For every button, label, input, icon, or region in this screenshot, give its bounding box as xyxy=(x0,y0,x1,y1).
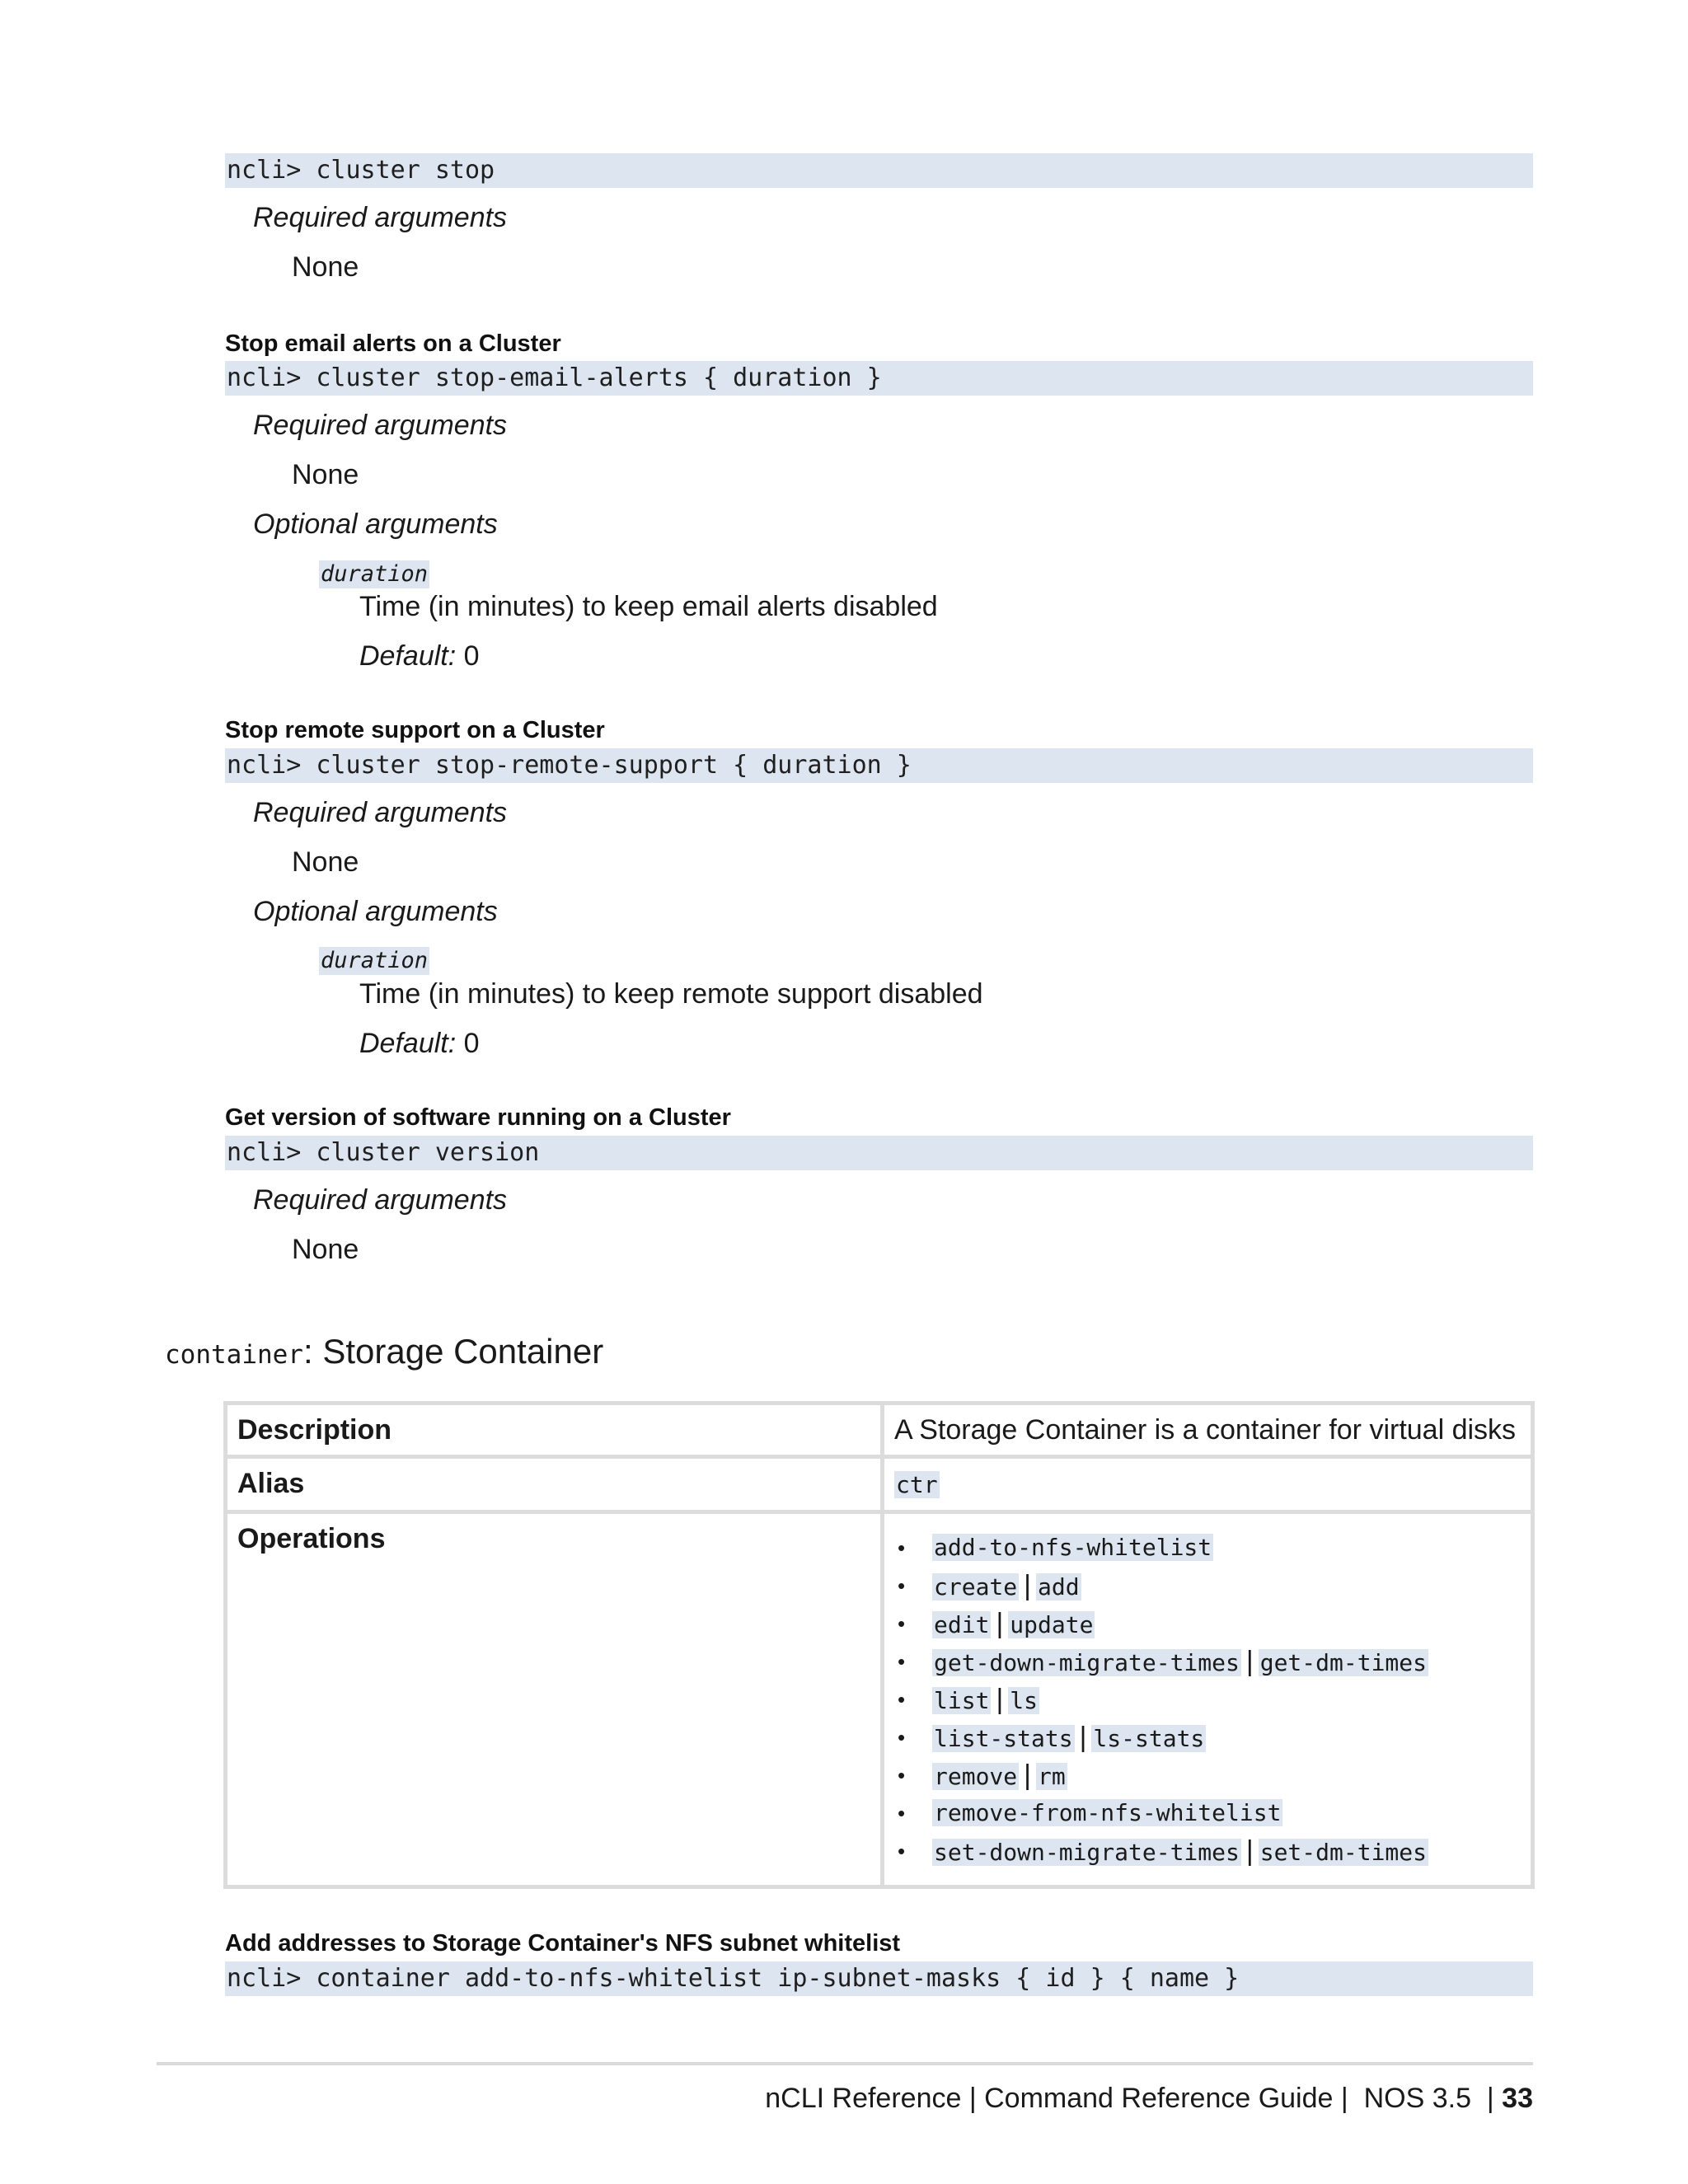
bullet-icon: • xyxy=(898,1535,906,1560)
footer-divider xyxy=(157,2062,1533,2065)
argument-description: Time (in minutes) to keep remote support disabled xyxy=(359,978,983,1010)
operations-cell xyxy=(883,1512,1533,1887)
description-label: Description xyxy=(226,1404,883,1457)
operations-label: Operations xyxy=(226,1512,883,1887)
required-arguments-label: Required arguments xyxy=(253,1184,508,1216)
required-arguments-label: Required arguments xyxy=(253,797,508,828)
alias-separator: | xyxy=(1079,1722,1087,1753)
operation-name: remove xyxy=(934,1763,1018,1790)
argument-default: Default: 0 xyxy=(359,1028,480,1059)
heading-stop-email-alerts: Stop email alerts on a Cluster xyxy=(225,330,561,357)
alias-separator: | xyxy=(1245,1835,1254,1867)
alias-cell xyxy=(883,1457,1533,1512)
required-arguments-value: None xyxy=(292,1234,359,1265)
optional-arguments-label: Optional arguments xyxy=(253,509,498,540)
command-cluster-stop: ncli> cluster stop xyxy=(225,153,1533,188)
bullet-icon: • xyxy=(898,1725,906,1750)
list-item xyxy=(894,1643,1521,1680)
operation-name: add-to-nfs-whitelist xyxy=(934,1534,1212,1561)
alias-label: Alias xyxy=(226,1457,883,1512)
required-arguments-label: Required arguments xyxy=(253,410,508,441)
list-item xyxy=(894,1567,1521,1605)
command-stop-remote-support: ncli> cluster stop-remote-support { duration } xyxy=(225,748,1533,783)
operation-alias: rm xyxy=(1038,1763,1066,1790)
operation-name: set-down-migrate-times xyxy=(934,1839,1240,1866)
operation-name: get-down-migrate-times xyxy=(934,1649,1240,1676)
operation-alias: ls xyxy=(1010,1687,1038,1714)
alias-separator: | xyxy=(996,1608,1004,1639)
alias-separator: | xyxy=(996,1684,1004,1715)
table-row xyxy=(226,1404,1533,1457)
bullet-icon: • xyxy=(898,1573,906,1598)
heading-add-to-nfs-whitelist: Add addresses to Storage Container's NFS subnet whitelist xyxy=(225,1930,901,1957)
command-add-to-nfs-whitelist: ncli> container add-to-nfs-whitelist ip-subnet-masks { id } { name } xyxy=(225,1961,1533,1996)
alias-separator: | xyxy=(1024,1760,1031,1791)
list-item xyxy=(894,1718,1521,1756)
alias-separator: | xyxy=(1245,1646,1254,1677)
argument-default: Default: 0 xyxy=(359,640,480,672)
operation-name: edit xyxy=(934,1611,990,1638)
required-arguments-value: None xyxy=(292,846,359,878)
list-item xyxy=(894,1529,1521,1567)
command-cluster-version: ncli> cluster version xyxy=(225,1136,1533,1170)
operation-alias: set-dm-times xyxy=(1259,1839,1428,1866)
list-item xyxy=(894,1605,1521,1643)
page-number: 33 xyxy=(1502,2083,1533,2114)
heading-cluster-version: Get version of software running on a Cluster xyxy=(225,1104,731,1131)
bullet-icon: • xyxy=(898,1611,906,1636)
bullet-icon: • xyxy=(898,1763,906,1788)
operation-alias: update xyxy=(1010,1611,1094,1638)
optional-arguments-label: Optional arguments xyxy=(253,896,498,927)
bullet-icon: • xyxy=(898,1839,906,1863)
bullet-icon: • xyxy=(898,1649,906,1674)
operation-alias: get-dm-times xyxy=(1259,1649,1428,1676)
alias-value: ctr xyxy=(896,1471,938,1498)
page-footer: nCLI Reference | Command Reference Guide | NOS 3.5 | 33 xyxy=(765,2083,1533,2114)
argument-name: duration xyxy=(321,561,429,587)
list-item xyxy=(894,1794,1521,1832)
list-item xyxy=(894,1680,1521,1718)
bullet-icon: • xyxy=(898,1801,906,1825)
required-arguments-label: Required arguments xyxy=(253,202,508,233)
alias-separator: | xyxy=(1024,1570,1031,1601)
list-item xyxy=(894,1832,1521,1870)
operation-name: list-stats xyxy=(934,1725,1073,1752)
required-arguments-value: None xyxy=(292,459,359,490)
operation-name: list xyxy=(934,1687,990,1714)
operation-name: remove-from-nfs-whitelist xyxy=(934,1799,1282,1826)
required-arguments-value: None xyxy=(292,251,359,283)
argument-description: Time (in minutes) to keep email alerts disabled xyxy=(359,591,938,622)
table-row xyxy=(226,1457,1533,1512)
argument-name: duration xyxy=(321,948,429,973)
operation-alias: add xyxy=(1038,1573,1080,1601)
description-value: A Storage Container is a container for virtual disks xyxy=(883,1404,1533,1457)
container-info-table xyxy=(223,1401,1535,1889)
operations-list xyxy=(894,1529,1521,1870)
operation-name: create xyxy=(934,1573,1018,1601)
bullet-icon: • xyxy=(898,1687,906,1712)
command-stop-email-alerts: ncli> cluster stop-email-alerts { duration } xyxy=(225,361,1533,396)
operation-alias: ls-stats xyxy=(1093,1725,1205,1752)
section-title-storage-container: container: Storage Container xyxy=(165,1332,604,1371)
heading-stop-remote-support: Stop remote support on a Cluster xyxy=(225,717,605,743)
list-item xyxy=(894,1756,1521,1794)
table-row xyxy=(226,1512,1533,1887)
